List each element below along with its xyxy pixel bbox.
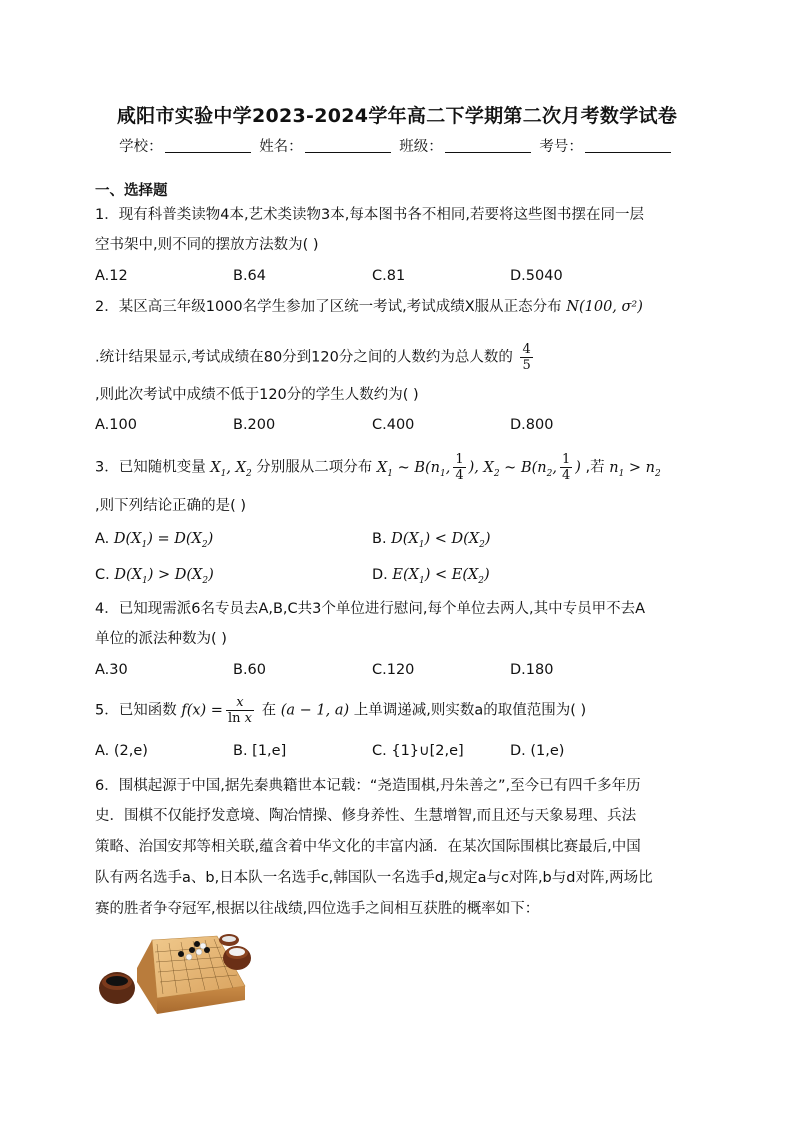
q1-option-a: A.12 <box>95 268 128 284</box>
q1-option-b: B.64 <box>233 268 267 284</box>
q5-options <box>95 741 695 761</box>
q2-fraction-numerator: 4 <box>522 342 531 357</box>
q3-line1-text-b: 分别服从二项分布 <box>256 459 373 476</box>
school-blank[interactable] <box>165 138 251 153</box>
q6-line2: 史．围棋不仅能抒发意境、陶冶情操、修身养性、生慧增智,而且还与天象易理、兵法 <box>95 808 637 824</box>
q4-line2: 单位的派法种数为( ) <box>95 631 227 647</box>
q5-function: f(x) = <box>181 702 223 719</box>
student-info-row <box>0 135 794 156</box>
q2-normal-dist: N(100, σ²) <box>566 299 643 315</box>
q3-option-b: B. $D(X_1) < D(X_2)$ <box>372 531 491 550</box>
q4-option-a: A.30 <box>95 662 128 678</box>
q3-variables: $X_1$, $X_2$ <box>210 459 252 479</box>
q3-options-row2 <box>95 565 695 585</box>
exam-number-label: 考号： <box>539 139 583 155</box>
q3-line1-text: 3．已知随机变量 <box>95 459 206 476</box>
q2-option-c: C.400 <box>372 417 415 433</box>
q3-condition: $n_1 > n_2$ <box>609 459 661 479</box>
q6-line1: 6．围棋起源于中国,据先秦典籍世本记载：“尧造围棋,丹朱善之”,至今已有四千多年历 <box>95 778 641 794</box>
q3-line1: 3．已知随机变量 $X_1$, $X_2$ 分别服从二项分布 $X_1$ ~ $B(n_1$, $\frac{1}{4}$ ), $X_2$ ~ $B(n_2$, $\frac{1}{4}$ ) ,若 $n_1 > n_2$ <box>95 452 661 483</box>
go-board-image <box>97 930 259 1022</box>
q2-line2-text: .统计结果显示,考试成绩在80分到120分之间的人数约为总人数的 <box>95 349 513 366</box>
q5-line1-text-c: 上单调递减,则实数a的取值范围为( ) <box>353 702 587 719</box>
q2-line3: ,则此次考试中成绩不低于120分的学生人数约为( ) <box>95 387 419 403</box>
class-blank[interactable] <box>445 138 531 153</box>
q2-options <box>95 415 695 435</box>
q6-line5: 赛的胜者争夺冠军,根据以往战绩,四位选手之间相互获胜的概率如下： <box>95 901 540 917</box>
q4-option-c: C.120 <box>372 662 415 678</box>
q3-option-a: A. $D(X_1) = D(X_2)$ <box>95 531 214 550</box>
q3-frac-2: $\frac{1}{4}$ <box>561 452 571 483</box>
q1-option-c: C.81 <box>372 268 406 284</box>
q5-line1 <box>95 695 586 726</box>
q2-line2 <box>95 342 536 373</box>
q4-options <box>95 660 695 680</box>
q2-option-b: B.200 <box>233 417 276 433</box>
name-blank[interactable] <box>305 138 391 153</box>
school-label: 学校： <box>119 139 163 155</box>
q4-line1: 4．已知现需派6名专员去A,B,C共3个单位进行慰问,每个单位去两人,其中专员甲不去A <box>95 601 646 617</box>
q1-line2: 空书架中,则不同的摆放方法数为( ) <box>95 237 319 253</box>
q3-dist-1: $X_1$ ~ $B(n_1$, <box>376 459 451 479</box>
q3-line1-text-c: ,若 <box>585 459 605 476</box>
page-title: 咸阳市实验中学2023-2024学年高二下学期第二次月考数学试卷 <box>116 105 678 127</box>
q2-option-d: D.800 <box>510 417 554 433</box>
q5-fraction: $\frac{x}{\text{ln x}}$ <box>227 695 252 726</box>
q6-line3: 策略、治国安邦等相关联,蕴含着中华文化的丰富内涵．在某次国际围棋比赛最后,中国 <box>95 839 641 855</box>
q5-option-c: C. {1}∪[2,e] <box>372 743 464 759</box>
q5-option-d: D. (1,e) <box>510 743 565 759</box>
q2-line1 <box>95 297 643 317</box>
section-heading: 一、选择题 <box>95 183 168 199</box>
q2-option-a: A.100 <box>95 417 137 433</box>
q4-option-b: B.60 <box>233 662 267 678</box>
q1-line1: 1．现有科普类读物4本,艺术类读物3本,每本图书各不相同,若要将这些图书摆在同一层 <box>95 207 645 223</box>
q3-dist-2: $X_2$ ~ $B(n_2$, <box>483 459 557 479</box>
exam-number-blank[interactable] <box>585 138 671 153</box>
q4-option-d: D.180 <box>510 662 554 678</box>
q5-option-a: A. (2,e) <box>95 743 148 759</box>
q3-options-row1 <box>95 529 695 549</box>
name-label: 姓名： <box>259 139 303 155</box>
q3-option-c: C. $D(X_1) > D(X_2)$ <box>95 567 214 586</box>
class-label: 班级： <box>399 139 443 155</box>
q5-line1-text: 5．已知函数 <box>95 702 177 719</box>
q2-line1-text: 2．某区高三年级1000名学生参加了区统一考试,考试成绩X服从正态分布 <box>95 299 562 315</box>
q2-fraction-denominator: 5 <box>522 358 531 373</box>
q1-options <box>95 266 695 286</box>
q5-interval: (a − 1, a) <box>280 702 350 719</box>
q3-line2: ,则下列结论正确的是( ) <box>95 498 247 514</box>
q3-frac-1: $\frac{1}{4}$ <box>455 452 464 483</box>
q5-option-b: B. [1,e] <box>233 743 287 759</box>
q2-fraction <box>520 342 532 373</box>
q6-line4: 队有两名选手a、b,日本队一名选手c,韩国队一名选手d,规定a与c对阵,b与d对阵,两场比 <box>95 870 653 886</box>
q3-option-d: D. $E(X_1) < E(X_2)$ <box>372 567 490 586</box>
q1-option-d: D.5040 <box>510 268 563 284</box>
q5-line1-text-b: 在 <box>261 702 277 719</box>
